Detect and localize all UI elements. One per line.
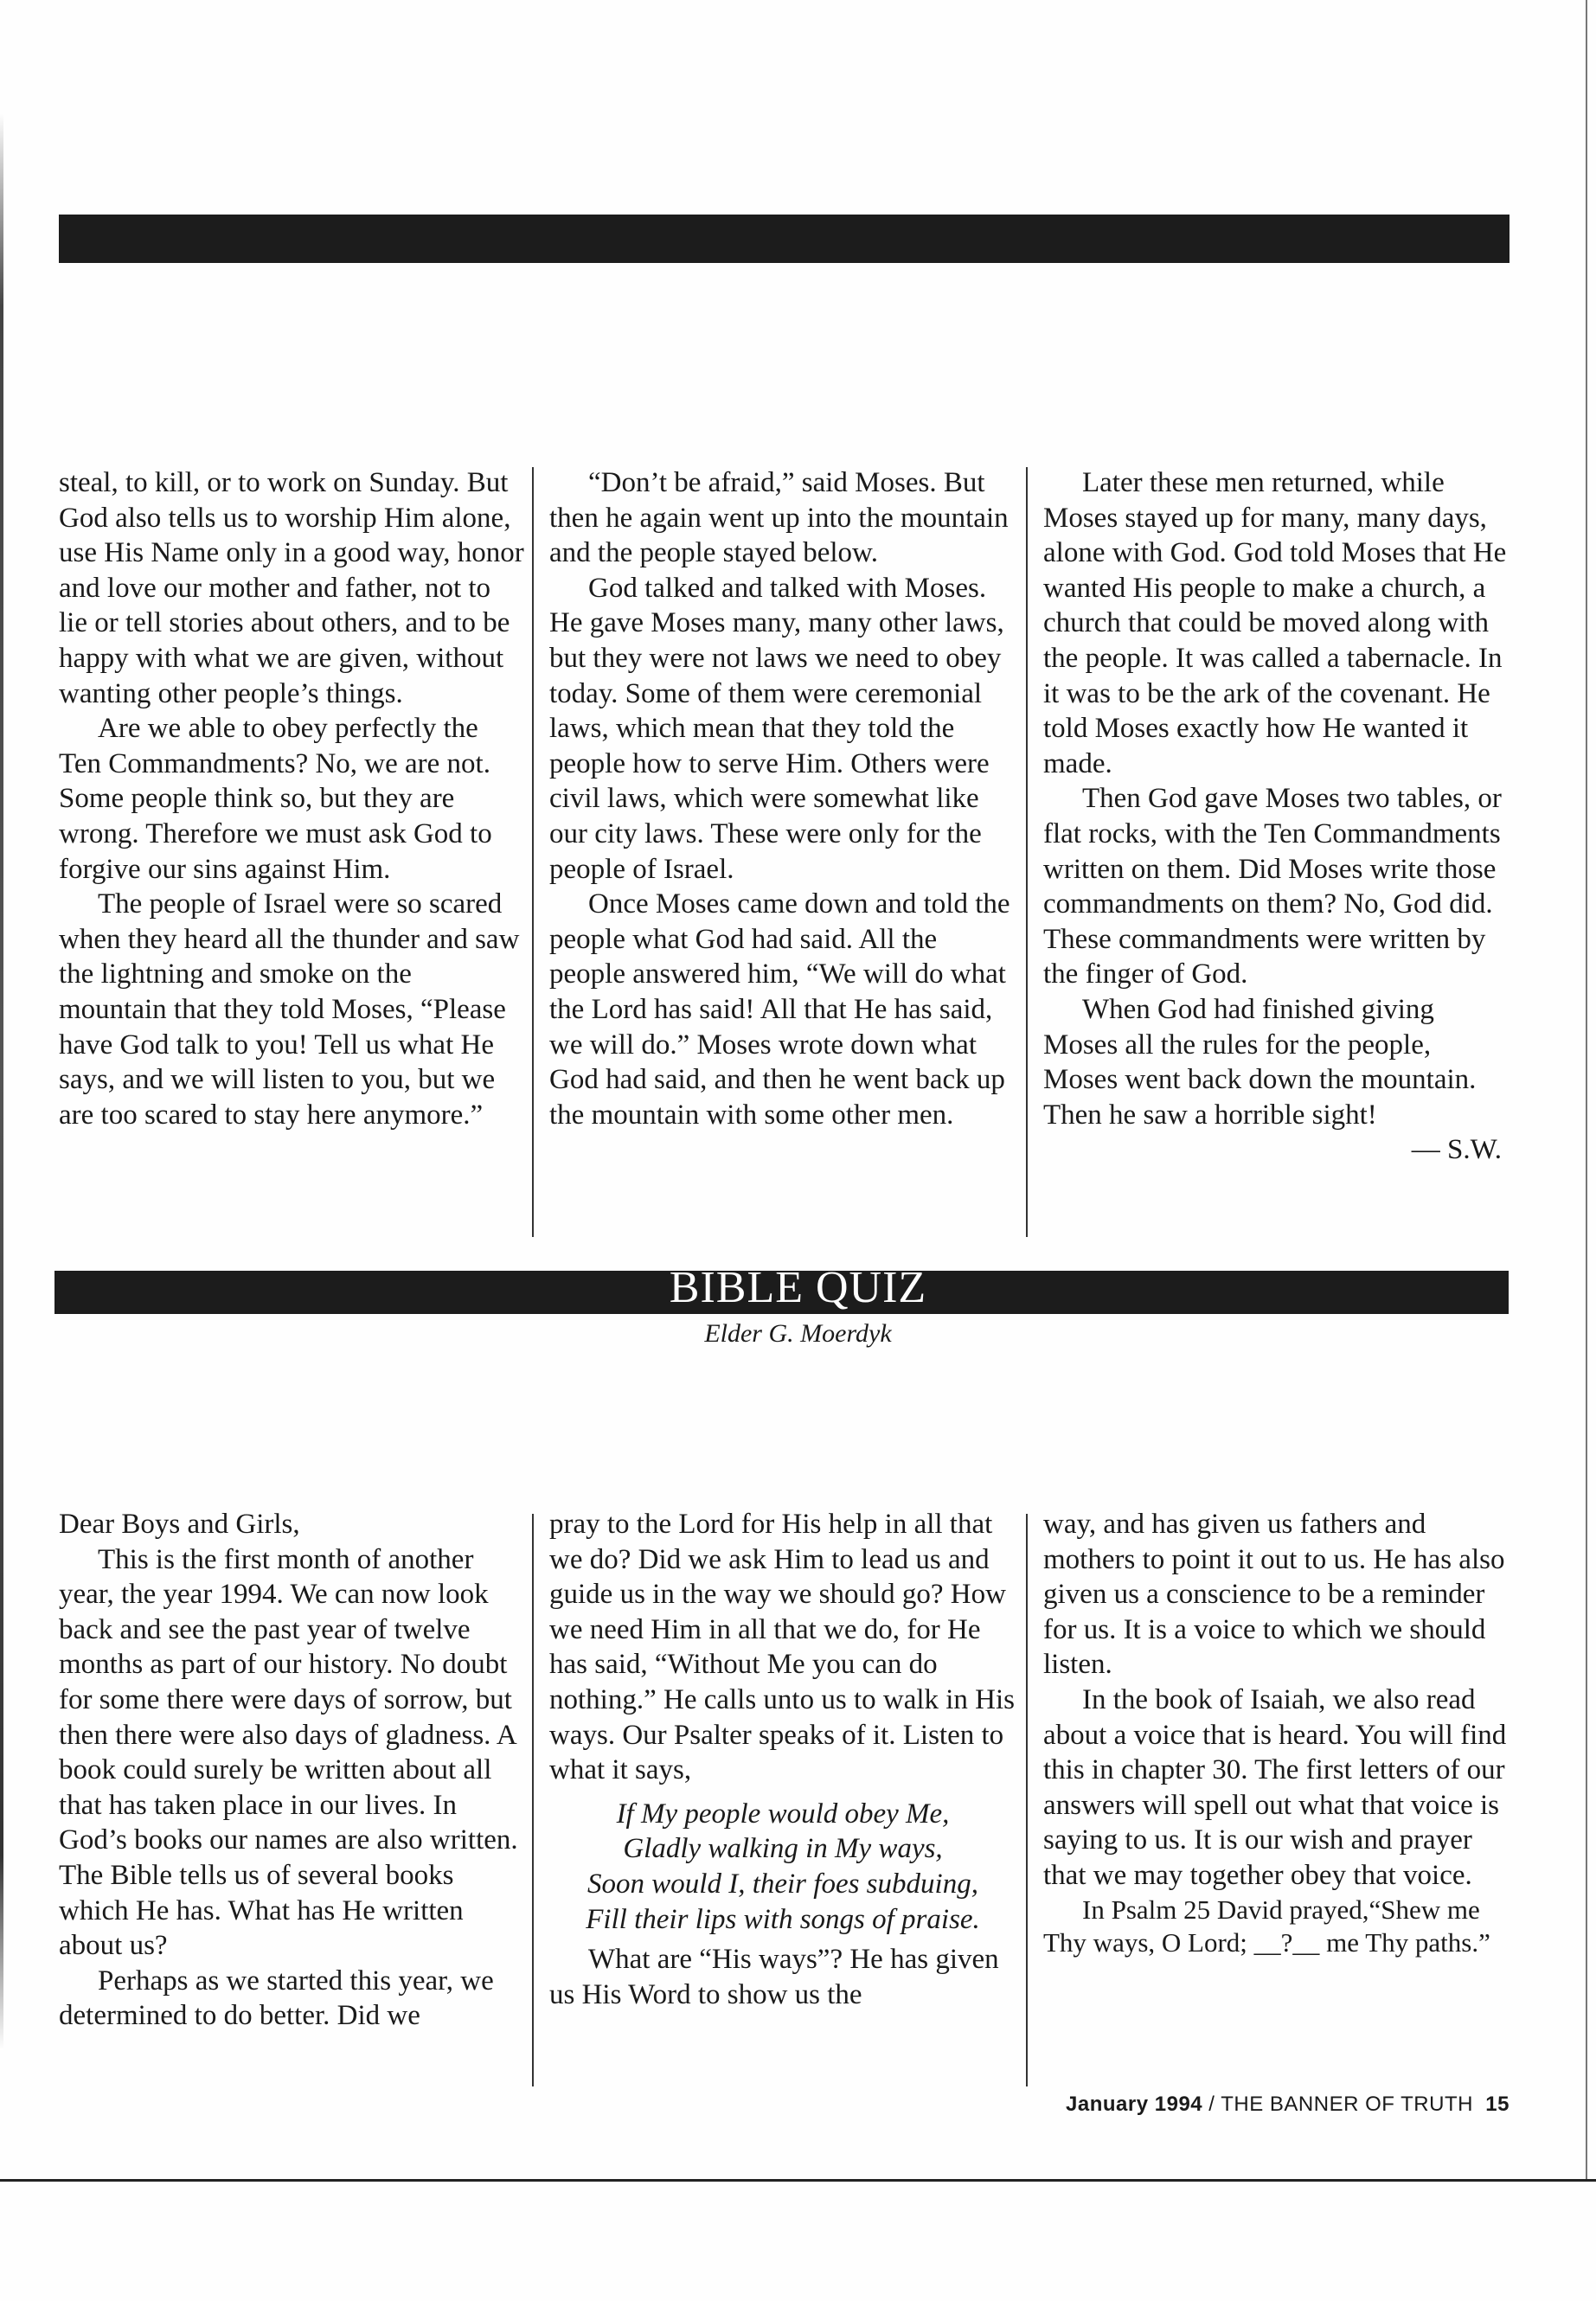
story-paragraph: God talked and talked with Moses. He gave Moses many, many other laws, but they were not laws we need to obey today. Some of them were ceremonial laws, which mean that they told the people how to serve Him. Others were civil laws, which were somewhat like our city laws. These were only for the people of Israel. [549,572,1004,885]
quiz-paragraph: In the book of Isaiah, we also read about a voice that is heard. You will find this in chapter 30. The first letters of our answers will spell out what that voice is saying to us. It is our wish and prayer that we may together obey that voice. [1043,1683,1507,1891]
story-column-2 [549,465,1016,1132]
quiz-paragraph: This is the first month of another year, the year 1994. We can now look back and see the past year of twelve months as part of our history. No doubt for some there were days of sorrow, but then there were also days of gladness. A book could surely be written about all that has taken place in our lives. In God’s books our names are also written. The Bible tells us of several books which He has. What has He written about us? [59,1543,518,1962]
quiz-paragraph: Perhaps as we started this year, we determined to do better. Did we [59,1965,494,2032]
quiz-column-1 [59,1507,526,2034]
column-divider [532,467,534,1237]
psalter-poem [549,1797,1016,1937]
story-paragraph: Are we able to obey perfectly the Ten Commandments? No, we are not. Some people think so, but they are wrong. Therefore we must ask God to forgive our sins against Him. [59,713,492,885]
poem-line: Gladly walking in My ways, [623,1833,943,1865]
quiz-paragraph: What are “His ways”? He has given us His Word to show us the [549,1944,999,2010]
quiz-title-text: BIBLE QUIZ [669,1263,927,1312]
quiz-column-3 [1043,1507,1510,1959]
story-paragraph: When God had finished giving Moses all the rules for the people, Moses went back down the mountain. Then he saw a horrible sight! [1043,993,1477,1131]
story-paragraph: The people of Israel were so scared when they heard all the thunder and saw the lightning and smoke on the mountain that they told Moses, “Please have God talk to you! Tell us what He says, and we will listen to you, but we are too scared to stay here anymore.” [59,888,520,1131]
footer-page-number: 15 [1485,2093,1509,2116]
footer-publication: THE BANNER OF TRUTH [1221,2093,1473,2116]
story-column-3 [1043,465,1510,1168]
story-paragraph: “Don’t be afraid,” said Moses. But then he again went up into the mountain and the people stayed below. [549,467,1009,569]
page-edge-bottom [0,2179,1596,2182]
story-signature: — S.W. [1411,1134,1502,1166]
story-paragraph: steal, to kill, or to work on Sunday. But God also tells us to worship Him alone, use His Name only in a good way, honor and love our mother and father, not to lie or tell stories about others, and to be happy with what we are given, without wanting other people’s things. [59,467,524,709]
story-column-1 [59,465,526,1132]
page-edge-left [0,112,3,2050]
footer-date: January 1994 [1066,2093,1203,2116]
poem-line: Fill their lips with songs of praise. [586,1903,980,1935]
footer-separator: / [1202,2093,1221,2116]
poem-line: If My people would obey Me, [616,1798,950,1830]
poem-line: Soon would I, their foes subduing, [587,1868,978,1900]
story-paragraph: Then God gave Moses two tables, or flat rocks, with the Ten Commandments written on them. Did Moses write those commandments on them? No, God did. These commandments were written by the finger of God. [1043,783,1502,990]
column-divider [532,1514,534,2086]
page-footer [1064,2092,1509,2118]
header-banner-bar [59,215,1509,263]
quiz-greeting: Dear Boys and Girls, [59,1509,300,1540]
page-edge-right [1586,0,1587,2180]
quiz-question: In Psalm 25 David prayed,“Shew me Thy ways, O Lord; __?__ me Thy paths.” [1043,1894,1490,1958]
quiz-byline: Elder G. Moerdyk [704,1319,892,1348]
quiz-title [0,1260,1596,1316]
column-divider [1026,467,1028,1237]
column-divider [1026,1514,1028,2086]
story-paragraph: Once Moses came down and told the people what God had said. All the people answered him, “We will do what the Lord has said! All that He has said, we will do.” Moses wrote down what God had said, and then he went back up the mountain with some other men. [549,888,1010,1131]
quiz-paragraph: way, and has given us fathers and mothers to point it out to us. He has also given us a conscience to be a reminder for us. It is a voice to which we should listen. [1043,1509,1505,1681]
quiz-paragraph: pray to the Lord for His help in all that we do? Did we ask Him to lead us and guide us in the way we should go? How we need Him in all that we do, for He has said, “Without Me you can do nothing.” He calls unto us to walk in His ways. Our Psalter speaks of it. Listen to what it says, [549,1509,1016,1786]
quiz-column-2 [549,1507,1016,2012]
story-paragraph: Later these men returned, while Moses stayed up for many, many days, alone with God. God told Moses that He wanted His people to make a church, a church that could be moved along with the people. It was called a tabernacle. In it was to be the ark of the covenant. He told Moses exactly how He wanted it made. [1043,467,1507,779]
